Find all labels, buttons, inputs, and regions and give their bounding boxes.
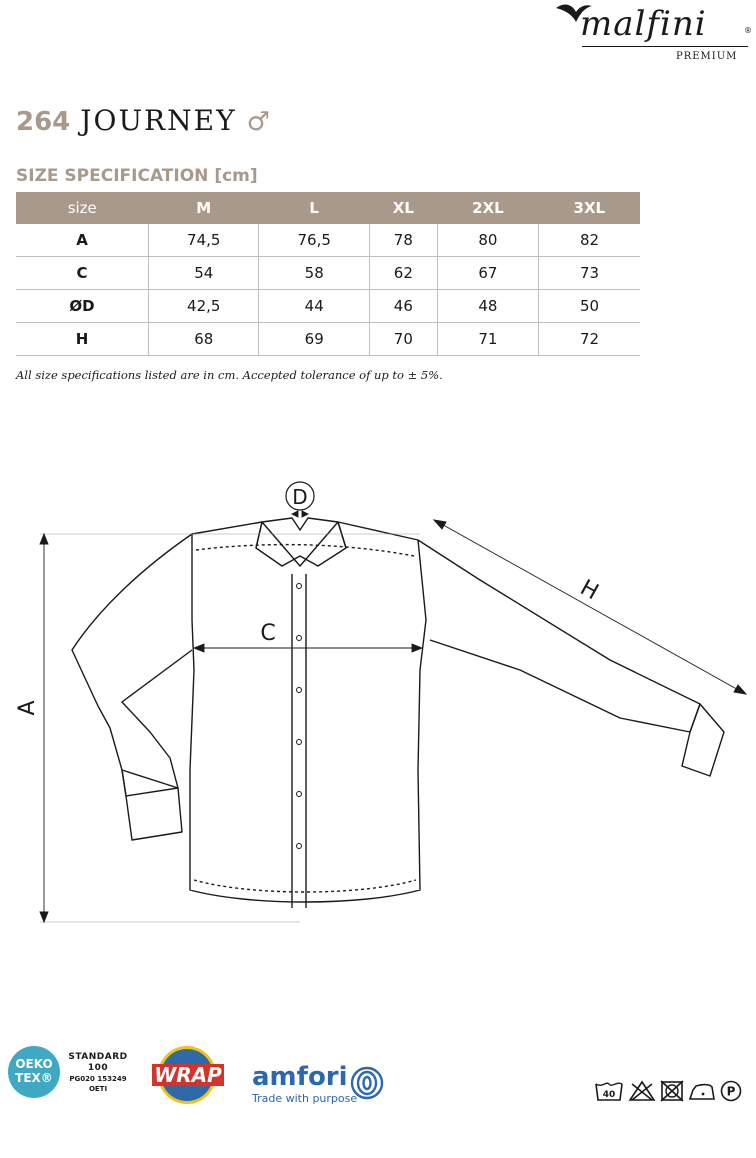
table-cell: 46 — [369, 290, 437, 323]
table-row — [16, 224, 640, 257]
brand-tier: PREMIUM — [676, 51, 738, 62]
no-tumble-dry-icon — [660, 1080, 684, 1102]
tolerance-note: All size specifications listed are in cm. Accepted tolerance of up to ± 5%. — [16, 368, 443, 382]
table-cell: 73 — [539, 257, 640, 290]
table-cell: 76,5 — [259, 224, 369, 257]
table-row — [16, 290, 640, 323]
table-cell: 58 — [259, 257, 369, 290]
table-cell: 78 — [369, 224, 437, 257]
row-label: C — [16, 257, 149, 290]
shirt-button — [297, 688, 302, 693]
oeko-standard-label: STANDARD 100 — [68, 1052, 128, 1073]
product-title — [16, 104, 270, 137]
table-cell: 68 — [149, 323, 259, 356]
table-cell: 50 — [539, 290, 640, 323]
table-cell: 72 — [539, 323, 640, 356]
table-cell: 44 — [259, 290, 369, 323]
col-header: M — [149, 192, 259, 224]
size-spec-table — [16, 192, 640, 356]
table-header-row — [16, 192, 640, 224]
wrap-word: WRAP — [152, 1064, 224, 1086]
table-cell: 42,5 — [149, 290, 259, 323]
wash-40-icon — [594, 1080, 624, 1102]
shirt-button — [297, 792, 302, 797]
shirt-diagram — [0, 470, 756, 940]
product-code: 264 — [16, 107, 71, 137]
col-header: 3XL — [539, 192, 640, 224]
no-bleach-icon — [628, 1080, 656, 1102]
svg-text:40: 40 — [602, 1090, 616, 1100]
d-label: D — [292, 485, 308, 509]
oeko-tex-logo — [8, 1046, 60, 1098]
row-label: A — [16, 224, 149, 257]
table-row — [16, 323, 640, 356]
shirt-button — [297, 584, 302, 589]
a-label: A — [15, 700, 40, 716]
amfori-logo — [252, 1064, 357, 1105]
brand-registered: ® — [744, 26, 752, 35]
oeko-cert-number: PG020 153249 — [69, 1075, 127, 1083]
col-header: 2XL — [437, 192, 538, 224]
shirt-button — [297, 740, 302, 745]
iron-icon — [688, 1080, 716, 1102]
row-label: ØD — [16, 290, 149, 323]
table-cell: 74,5 — [149, 224, 259, 257]
table-row — [16, 257, 640, 290]
col-header: XL — [369, 192, 437, 224]
left-cuff — [122, 770, 182, 840]
oeko-standard — [66, 1052, 130, 1094]
brand-name: malfini — [580, 4, 707, 44]
product-name: JOURNEY — [80, 104, 237, 137]
shirt-button — [297, 636, 302, 641]
table-cell: 69 — [259, 323, 369, 356]
table-cell: 54 — [149, 257, 259, 290]
right-cuff — [682, 704, 724, 776]
table-cell: 67 — [437, 257, 538, 290]
amfori-word: amfori — [252, 1062, 348, 1092]
left-sleeve — [72, 534, 192, 796]
table-cell: 80 — [437, 224, 538, 257]
table-cell: 62 — [369, 257, 437, 290]
spec-heading: SIZE SPECIFICATION [cm] — [16, 166, 258, 186]
table-cell: 82 — [539, 224, 640, 257]
right-sleeve — [418, 540, 700, 732]
col-header: size — [16, 192, 149, 224]
oeko-institute: OETI — [88, 1085, 108, 1093]
amfori-icon — [350, 1066, 384, 1100]
table-cell: 70 — [369, 323, 437, 356]
shirt-collar — [256, 518, 346, 566]
shirt-button — [297, 844, 302, 849]
wrap-logo — [152, 1042, 224, 1108]
dry-clean-p-icon — [720, 1080, 742, 1102]
table-cell: 48 — [437, 290, 538, 323]
shirt-body — [190, 522, 426, 902]
c-label: C — [260, 621, 276, 646]
row-label: H — [16, 323, 149, 356]
male-gender-icon: ♂ — [246, 107, 270, 137]
brand-underline — [582, 46, 748, 47]
svg-text:P: P — [726, 1084, 736, 1099]
table-cell: 71 — [437, 323, 538, 356]
oeko-logo-text: OEKO TEX® — [15, 1057, 53, 1085]
col-header: L — [259, 192, 369, 224]
brand-logo — [550, 0, 750, 66]
care-symbols — [594, 1080, 742, 1102]
h-label: H — [575, 575, 603, 606]
amfori-tagline: Trade with purpose — [252, 1092, 358, 1105]
